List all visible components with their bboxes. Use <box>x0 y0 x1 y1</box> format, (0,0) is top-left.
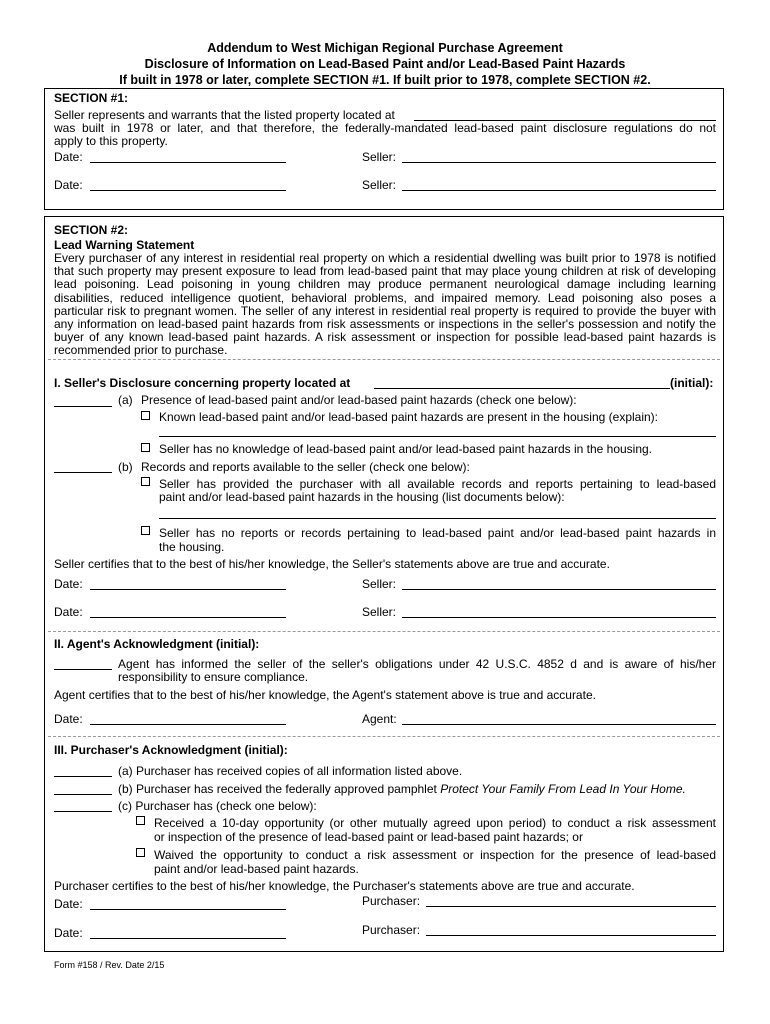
section1-date-field-1[interactable] <box>90 162 286 163</box>
part2-certify: Agent certifies that to the best of his/her knowledge, the Agent's statement above is true and accurate. <box>54 688 596 702</box>
lead-warning-statement: Every purchaser of any interest in residential real property on which a residential dwelling was built prior to 1978 is notified that such property may present exposure to lead from lead-based paint that may place young children at risk of developing lead poisoning. Lead poisoning in young children may produce permanent neurological damage including learning disabilities, reduced intelligence quotient, behavioral problems, and impaired memory. Lead poisoning also poses a particular risk to pregnant women. The seller of any interest in residential real property is required to provide the buyer with any information on lead-based paint hazards from risk assessments or inspections in the seller's possession and notify the buyer of any known lead-based paint hazards. A risk assessment or inspection for possible lead-based paint hazards is recommended prior to purchase. <box>54 251 716 358</box>
section1-heading: SECTION #1: <box>54 91 129 105</box>
form-instruction: If built in 1978 or later, complete SECTION #1. If built prior to 1978, complete SECTION #2. <box>119 73 651 87</box>
section1-text-b: was built in 1978 or later, and that therefore, the federally-mandated lead-based paint disclosure regulations do not <box>54 121 716 135</box>
section1-date-label-2: Date: <box>54 178 83 192</box>
part1-b-documents-field[interactable] <box>159 518 716 519</box>
section1-seller-label-2: Seller: <box>362 178 397 192</box>
part1-certify: Seller certifies that to the best of his/her knowledge, the Seller's statements above are true and accurate. <box>54 557 610 571</box>
part2-date-label: Date: <box>54 712 83 726</box>
section1-seller-label: Seller: <box>362 150 397 164</box>
section2-heading: SECTION #2: <box>54 223 129 237</box>
part1-b-opt1-line1: Seller has provided the purchaser with all available records and reports pertaining to lead-based <box>159 477 716 491</box>
form-subtitle: Disclosure of Information on Lead-Based Paint and/or Lead-Based Paint Hazards <box>144 57 626 71</box>
part1-b-text: Records and reports available to the seller (check one below): <box>141 460 470 474</box>
pamphlet-title: Protect Your Family From Lead In Your Home. <box>440 782 686 796</box>
part1-a-opt1-checkbox[interactable] <box>141 411 150 420</box>
part3-a-text: (a) Purchaser has received copies of all information listed above. <box>118 764 463 778</box>
part1-b-opt2-checkbox[interactable] <box>141 526 150 535</box>
part1-seller-field-1[interactable] <box>402 589 716 590</box>
section1-text-c: apply to this property. <box>54 134 168 148</box>
part1-a-marker: (a) <box>118 393 133 407</box>
part3-b-initial-field[interactable] <box>54 794 112 795</box>
part2-agent-field[interactable] <box>402 724 716 725</box>
part2-text-line2: responsibility to ensure compliance. <box>118 670 309 684</box>
part3-c-text: (c) Purchaser has (check one below): <box>118 799 317 813</box>
part3-c-opt1-line1: Received a 10-day opportunity (or other mutually agreed upon period) to conduct a risk assessment <box>154 816 716 830</box>
part1-property-field[interactable] <box>374 388 670 389</box>
section1-text-a: Seller represents and warrants that the listed property located at <box>54 108 395 122</box>
section1-seller-field-1[interactable] <box>402 162 716 163</box>
part3-c-opt1-line2: or inspection of the presence of lead-based paint or lead-based paint hazards; or <box>154 830 583 844</box>
part2-date-field[interactable] <box>90 724 286 725</box>
part1-b-opt1-line2: paint and/or lead-based paint hazards in the housing (list documents below): <box>159 490 565 504</box>
section2-subheading: Lead Warning Statement <box>54 238 195 252</box>
part1-heading: I. Seller's Disclosure concerning property located at <box>54 376 351 390</box>
part3-heading: III. Purchaser's Acknowledgment (initial): <box>54 743 288 757</box>
divider <box>48 736 720 737</box>
part3-date-field-1[interactable] <box>90 909 286 910</box>
divider <box>48 631 720 632</box>
part1-a-text: Presence of lead-based paint and/or lead-based paint hazards (check one below): <box>141 393 577 407</box>
part2-agent-label: Agent: <box>362 712 397 726</box>
part3-a-initial-field[interactable] <box>54 776 112 777</box>
part1-date-label-2: Date: <box>54 605 83 619</box>
part1-a-explain-field[interactable] <box>159 436 716 437</box>
part1-b-opt2-line1: Seller has no reports or records pertaining to lead-based paint and/or lead-based paint hazards in <box>159 526 716 540</box>
part1-b-opt1-checkbox[interactable] <box>141 477 150 486</box>
part1-a-opt1-label: Known lead-based paint and/or lead-based paint hazards are present in the housing (explain): <box>159 410 658 424</box>
part3-c-opt2-line2: paint and/or lead-based paint hazards. <box>154 862 359 876</box>
part1-b-opt2-line2: the housing. <box>159 540 225 554</box>
part1-a-initial-field[interactable] <box>54 406 112 407</box>
part1-date-label: Date: <box>54 577 83 591</box>
section1-date-label: Date: <box>54 150 83 164</box>
part3-c-initial-field[interactable] <box>54 811 112 812</box>
part3-purchaser-label: Purchaser: <box>362 894 421 908</box>
part3-b-text: (b) Purchaser has received the federally approved pamphlet Protect Your Family From Lead In Your Home. <box>118 782 686 796</box>
part3-date-field-2[interactable] <box>90 938 286 939</box>
part1-date-field-2[interactable] <box>90 617 286 618</box>
part1-seller-label: Seller: <box>362 577 397 591</box>
part1-a-opt2-label: Seller has no knowledge of lead-based paint and/or lead-based paint hazards in the housing. <box>159 442 653 456</box>
part2-initial-field[interactable] <box>54 669 112 670</box>
part1-seller-field-2[interactable] <box>402 617 716 618</box>
part3-purchaser-label-2: Purchaser: <box>362 923 421 937</box>
part3-c-opt2-line1: Waived the opportunity to conduct a risk assessment or inspection for the presence of lead-based <box>154 848 716 862</box>
part3-c-opt2-checkbox[interactable] <box>136 848 145 857</box>
part1-a-opt2-checkbox[interactable] <box>141 443 150 452</box>
part3-purchaser-field-1[interactable] <box>426 906 716 907</box>
section1-seller-field-2[interactable] <box>402 190 716 191</box>
part3-date-label: Date: <box>54 897 83 911</box>
part3-date-label-2: Date: <box>54 926 83 940</box>
part1-date-field-1[interactable] <box>90 589 286 590</box>
part1-initial-label: (initial): <box>670 376 714 390</box>
part1-b-initial-field[interactable] <box>54 472 112 473</box>
part2-heading: II. Agent's Acknowledgment (initial): <box>54 637 260 651</box>
part1-seller-label-2: Seller: <box>362 605 397 619</box>
form-footer: Form #158 / Rev. Date 2/15 <box>54 960 165 970</box>
divider <box>48 359 720 360</box>
part3-certify: Purchaser certifies to the best of his/her knowledge, the Purchaser's statements above are true and accurate. <box>54 879 635 893</box>
part3-c-opt1-checkbox[interactable] <box>136 816 145 825</box>
part3-purchaser-field-2[interactable] <box>426 935 716 936</box>
part1-b-marker: (b) <box>118 460 133 474</box>
section1-date-field-2[interactable] <box>90 190 286 191</box>
form-title: Addendum to West Michigan Regional Purchase Agreement <box>207 41 563 55</box>
part2-text-line1: Agent has informed the seller of the seller's obligations under 42 U.S.C. 4852 d and is aware of his/her <box>118 657 716 671</box>
